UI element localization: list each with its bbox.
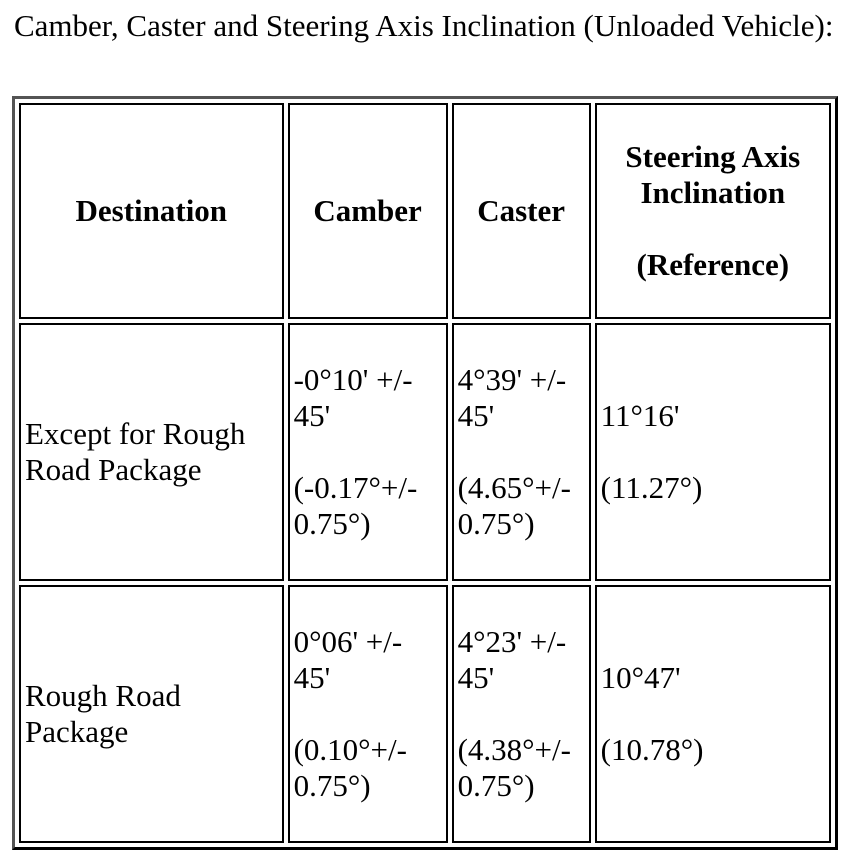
cell-destination: Rough Road Package (19, 585, 284, 843)
cell-camber (288, 323, 448, 581)
sai-dms-value: 10°47' (600, 660, 681, 695)
header-sai-reference: (Reference) (636, 247, 790, 282)
camber-deg-value: (-0.17°+/- 0.75°) (293, 470, 418, 541)
cell-sai (595, 585, 831, 843)
table-caption: Camber, Caster and Steering Axis Inclination (Unloaded Vehicle): (14, 8, 834, 43)
header-destination: Destination (19, 103, 284, 319)
table-header-row (19, 103, 831, 319)
sai-dms-value: 11°16' (600, 398, 680, 433)
caster-dms-value: 4°39' +/- 45' (457, 362, 567, 433)
table-row (19, 585, 831, 843)
cell-destination: Except for Rough Road Package (19, 323, 284, 581)
header-sai-title: Steering Axis Inclination (625, 139, 801, 210)
caster-deg-value: (4.65°+/- 0.75°) (457, 470, 571, 541)
header-caster: Caster (452, 103, 591, 319)
sai-deg-value: (10.78°) (600, 732, 704, 767)
header-steering-axis-inclination (595, 103, 831, 319)
caster-dms-value: 4°23' +/- 45' (457, 624, 567, 695)
sai-deg-value: (11.27°) (600, 470, 703, 505)
camber-dms-value: -0°10' +/- 45' (293, 362, 413, 433)
camber-deg-value: (0.10°+/- 0.75°) (293, 732, 407, 803)
cell-sai (595, 323, 831, 581)
caster-deg-value: (4.38°+/- 0.75°) (457, 732, 571, 803)
cell-caster (452, 585, 591, 843)
header-camber: Camber (288, 103, 448, 319)
alignment-spec-table (12, 96, 838, 850)
camber-dms-value: 0°06' +/- 45' (293, 624, 403, 695)
cell-camber (288, 585, 448, 843)
table-row (19, 323, 831, 581)
cell-caster (452, 323, 591, 581)
